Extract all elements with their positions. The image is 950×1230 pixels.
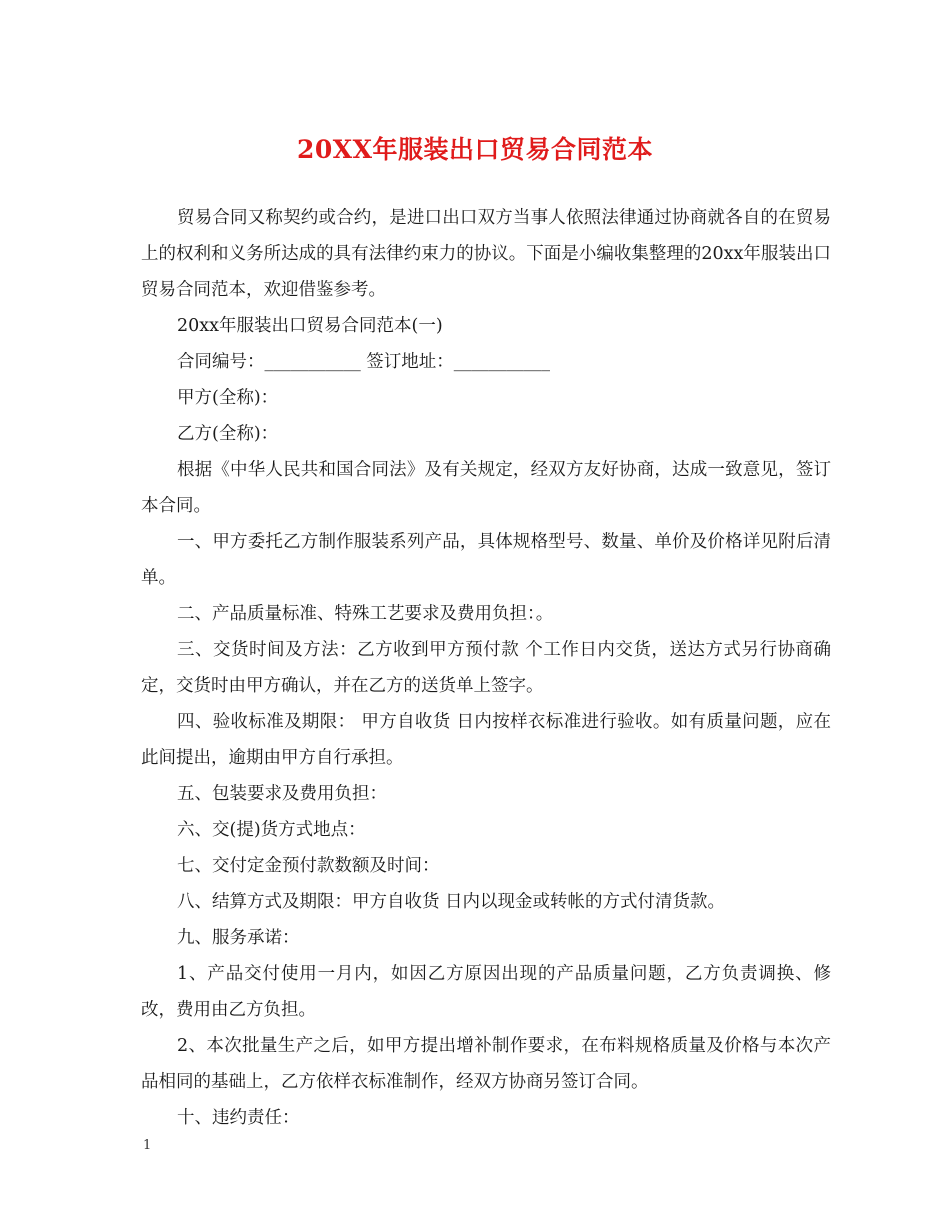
- paragraph-clause-9-2: 2、本次批量生产之后，如甲方提出增补制作要求，在布料规格质量及价格与本次产品相同的基础上，乙方依样衣标准制作，经双方协商另签订合同。: [141, 1036, 831, 1092]
- paragraph-clause-5: 五、包装要求及费用负担：: [177, 784, 387, 804]
- paragraph-clause-4: 四、验收标准及期限： 甲方自收货 日内按样衣标准进行验收。如有质量问题，应在此间提出，逾期由甲方自行承担。: [141, 712, 831, 768]
- paragraph-subtitle: 20xx年服装出口贸易合同范本(一): [177, 316, 443, 336]
- paragraph-contract-number: 合同编号：___________ 签订地址：___________: [177, 352, 551, 372]
- paragraph-clause-6: 六、交(提)货方式地点：: [177, 820, 366, 840]
- paragraph-clause-7: 七、交付定金预付款数额及时间：: [177, 856, 440, 876]
- paragraph-clause-2: 二、产品质量标准、特殊工艺要求及费用负担：。: [177, 604, 554, 624]
- paragraph-party-a: 甲方(全称)：: [177, 388, 279, 408]
- paragraph-clause-9-1: 1、产品交付使用一月内，如因乙方原因出现的产品质量问题，乙方负责调换、修改，费用由乙方负担。: [141, 964, 831, 1020]
- paragraph-clause-1: 一、甲方委托乙方制作服装系列产品，具体规格型号、数量、单价及价格详见附后清单。: [141, 532, 831, 588]
- paragraph-basis: 根据《中华人民共和国合同法》及有关规定，经双方友好协商，达成一致意见，签订本合同。: [141, 460, 831, 516]
- page-number: 1: [143, 1138, 152, 1153]
- paragraph-party-b: 乙方(全称)：: [177, 424, 279, 444]
- paragraph-clause-10: 十、违约责任：: [177, 1108, 300, 1128]
- paragraph-clause-9: 九、服务承诺：: [177, 928, 300, 948]
- paragraph-intro: 贸易合同又称契约或合约，是进口出口双方当事人依照法律通过协商就各自的在贸易上的权利和义务所达成的具有法律约束力的协议。下面是小编收集整理的20xx年服装出口贸易合同范本，欢迎借鉴参考。: [141, 208, 831, 300]
- paragraph-clause-3: 三、交货时间及方法：乙方收到甲方预付款 个工作日内交货，送达方式另行协商确定，交货时由甲方确认，并在乙方的送货单上签字。: [141, 640, 831, 696]
- document-title: 20XX年服装出口贸易合同范本: [296, 135, 654, 164]
- paragraph-clause-8: 八、结算方式及期限：甲方自收货 日内以现金或转帐的方式付清货款。: [177, 892, 726, 912]
- document-body: [141, 200, 831, 1136]
